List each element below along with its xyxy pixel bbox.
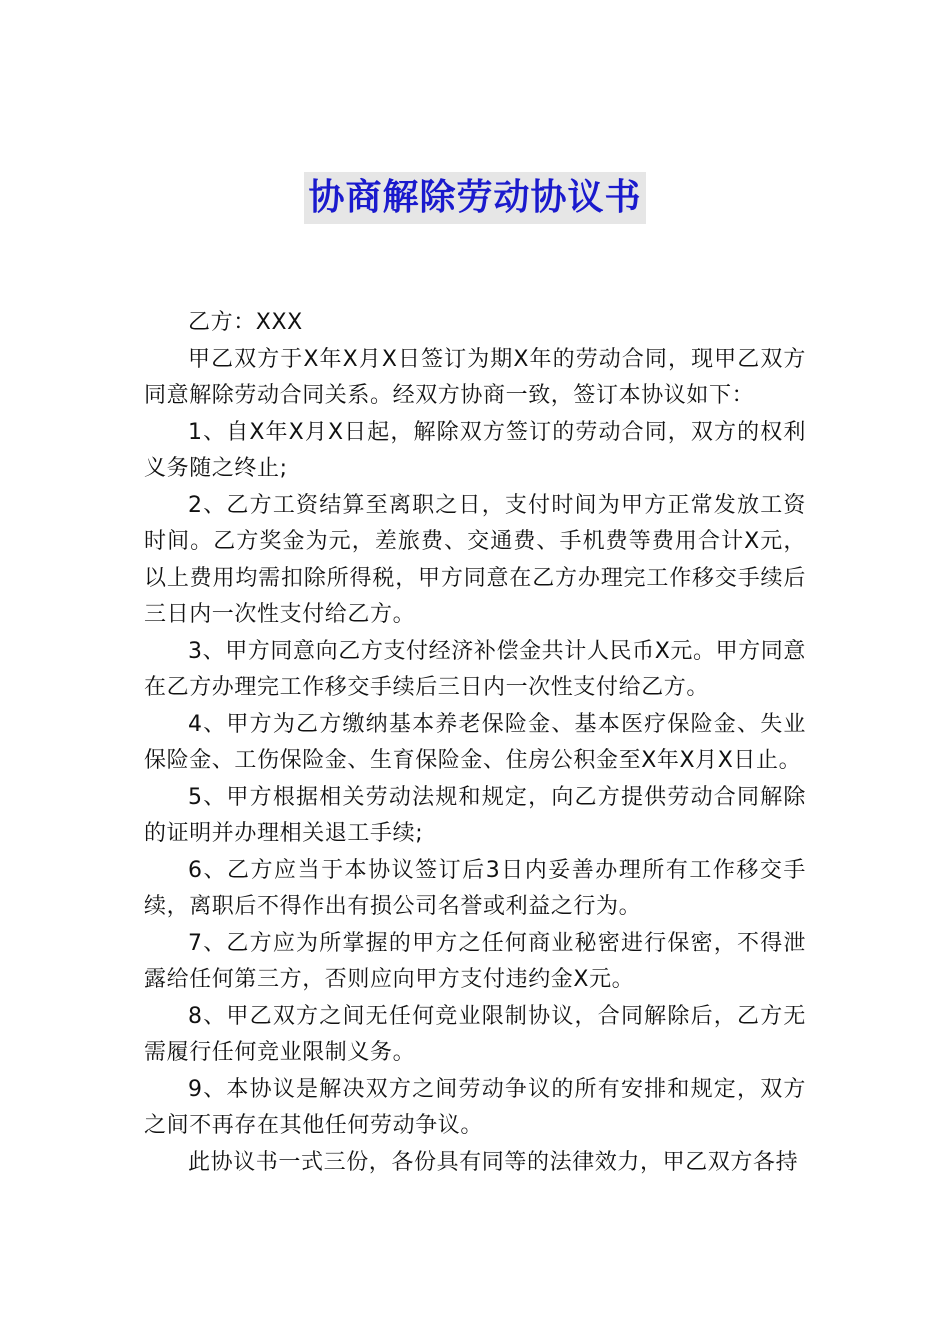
title-container bbox=[0, 172, 950, 224]
clause-5: 5、甲方根据相关劳动法规和规定，向乙方提供劳动合同解除的证明并办理相关退工手续; bbox=[144, 784, 806, 846]
clause-3: 3、甲方同意向乙方支付经济补偿金共计人民币X元。甲方同意在乙方办理完工作移交手续后三日内一次性支付给乙方。 bbox=[144, 638, 806, 700]
clause-2: 2、乙方工资结算至离职之日，支付时间为甲方正常发放工资时间。乙方奖金为元，差旅费、交通费、手机费等费用合计X元，以上费用均需扣除所得税，甲方同意在乙方办理完工作移交手续后三日内一次性支付给乙方。 bbox=[144, 492, 806, 627]
clause-4: 4、甲方为乙方缴纳基本养老保险金、基本医疗保险金、失业保险金、工伤保险金、生育保险金、住房公积金至X年X月X日止。 bbox=[144, 711, 806, 773]
clause-8: 8、甲乙双方之间无任何竞业限制协议，合同解除后，乙方无需履行任何竞业限制义务。 bbox=[144, 1003, 806, 1065]
closing-paragraph: 此协议书一式三份，各份具有同等的法律效力，甲乙双方各持 bbox=[188, 1149, 799, 1175]
document-title: 协商解除劳动协议书 bbox=[304, 172, 645, 224]
clause-9: 9、本协议是解决双方之间劳动争议的所有安排和规定，双方之间不再存在其他任何劳动争议。 bbox=[144, 1076, 806, 1138]
intro-paragraph: 甲乙双方于X年X月X日签订为期X年的劳动合同，现甲乙双方同意解除劳动合同关系。经双方协商一致，签订本协议如下： bbox=[144, 346, 806, 408]
party-b-line: 乙方：XXX bbox=[188, 310, 303, 335]
clause-6: 6、乙方应当于本协议签订后3日内妥善办理所有工作移交手续，离职后不得作出有损公司名誉或利益之行为。 bbox=[144, 857, 806, 919]
clause-7: 7、乙方应为所掌握的甲方之任何商业秘密进行保密，不得泄露给任何第三方，否则应向甲方支付违约金X元。 bbox=[144, 930, 806, 992]
clause-1: 1、自X年X月X日起，解除双方签订的劳动合同，双方的权利义务随之终止; bbox=[144, 419, 806, 481]
document-body bbox=[144, 305, 806, 1181]
